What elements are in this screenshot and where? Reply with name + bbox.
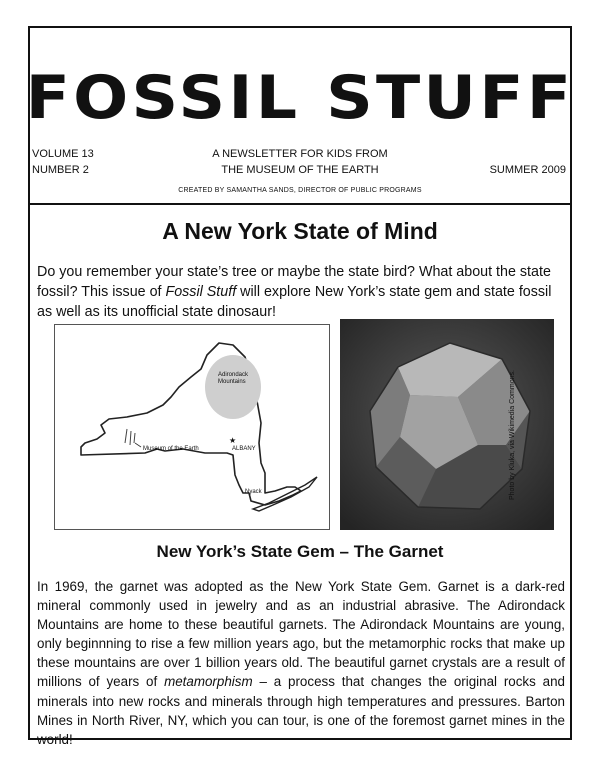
intro-paragraph bbox=[37, 262, 567, 322]
section-subhead: New York’s State Gem – The Garnet bbox=[156, 542, 444, 561]
capital-star-icon: ★ bbox=[229, 436, 237, 445]
adirondack-region bbox=[205, 355, 261, 419]
state-outline bbox=[81, 343, 301, 505]
publication-name: Fossil Stuff bbox=[165, 284, 237, 300]
photo-credit: Photo by Kluka, via Wikimedia Commons. bbox=[509, 370, 516, 500]
tagline-line-2: THE MUSEUM OF THE EARTH bbox=[221, 164, 379, 176]
creator-credit: CREATED BY SAMANTHA SANDS, DIRECTOR OF PUBLIC PROGRAMS bbox=[178, 187, 422, 194]
garnet-paragraph bbox=[37, 577, 565, 749]
finger-lakes bbox=[125, 429, 135, 445]
intro-text-end: will explore New York’s state gem and state fossil as well as its unofficial state dinosaur! bbox=[37, 284, 552, 320]
long-island bbox=[253, 477, 317, 511]
garnet-photo bbox=[340, 319, 554, 530]
museum-pointer bbox=[135, 443, 141, 447]
newsletter-title: FOSSIL STUFF bbox=[25, 63, 575, 133]
intro-text-start: Do you remember your state’s tree or maybe the state bird? What about the state fossil? This issue of bbox=[37, 264, 551, 300]
garnet-crystal-graphic bbox=[340, 319, 554, 530]
body-text-end: – a process that changes the original rocks and minerals into new rocks and minerals through high temperatures and pressures. Barton Mines in North River, NY, which you can tour, is one of the foremost garnet mines in the world! bbox=[37, 674, 565, 747]
article-headline: A New York State of Mind bbox=[162, 218, 438, 244]
nyack-label: Nyack bbox=[245, 489, 262, 495]
volume-label: VOLUME 13 bbox=[32, 148, 94, 160]
metamorphism-term: metamorphism bbox=[164, 674, 253, 690]
number-label: NUMBER 2 bbox=[32, 164, 89, 176]
capital-label: ALBANY bbox=[232, 446, 256, 452]
adirondack-label: Adirondack Mountains bbox=[218, 372, 249, 385]
new-york-map-graphic bbox=[55, 325, 331, 531]
masthead bbox=[25, 28, 575, 205]
museum-label: Museum of the Earth bbox=[143, 446, 199, 452]
tagline-line-1: A NEWSLETTER FOR KIDS FROM bbox=[212, 148, 388, 160]
new-york-map bbox=[54, 324, 330, 530]
body-text-start: In 1969, the garnet was adopted as the New York State Gem. Garnet is a dark-red mineral commonly used in jewelry and as an industrial abrasive. The Adirondack Mountains are home to these beautiful garnets. The Adirondack Mountains are young, only beginnning to rise a few million years ago, but the metamorphic rocks that make up these mountains are over 1 billion years old. The beautiful garnet crystals are a result of millions of years of bbox=[37, 579, 565, 690]
season-label: SUMMER 2009 bbox=[489, 164, 566, 176]
newsletter-page bbox=[25, 26, 575, 747]
